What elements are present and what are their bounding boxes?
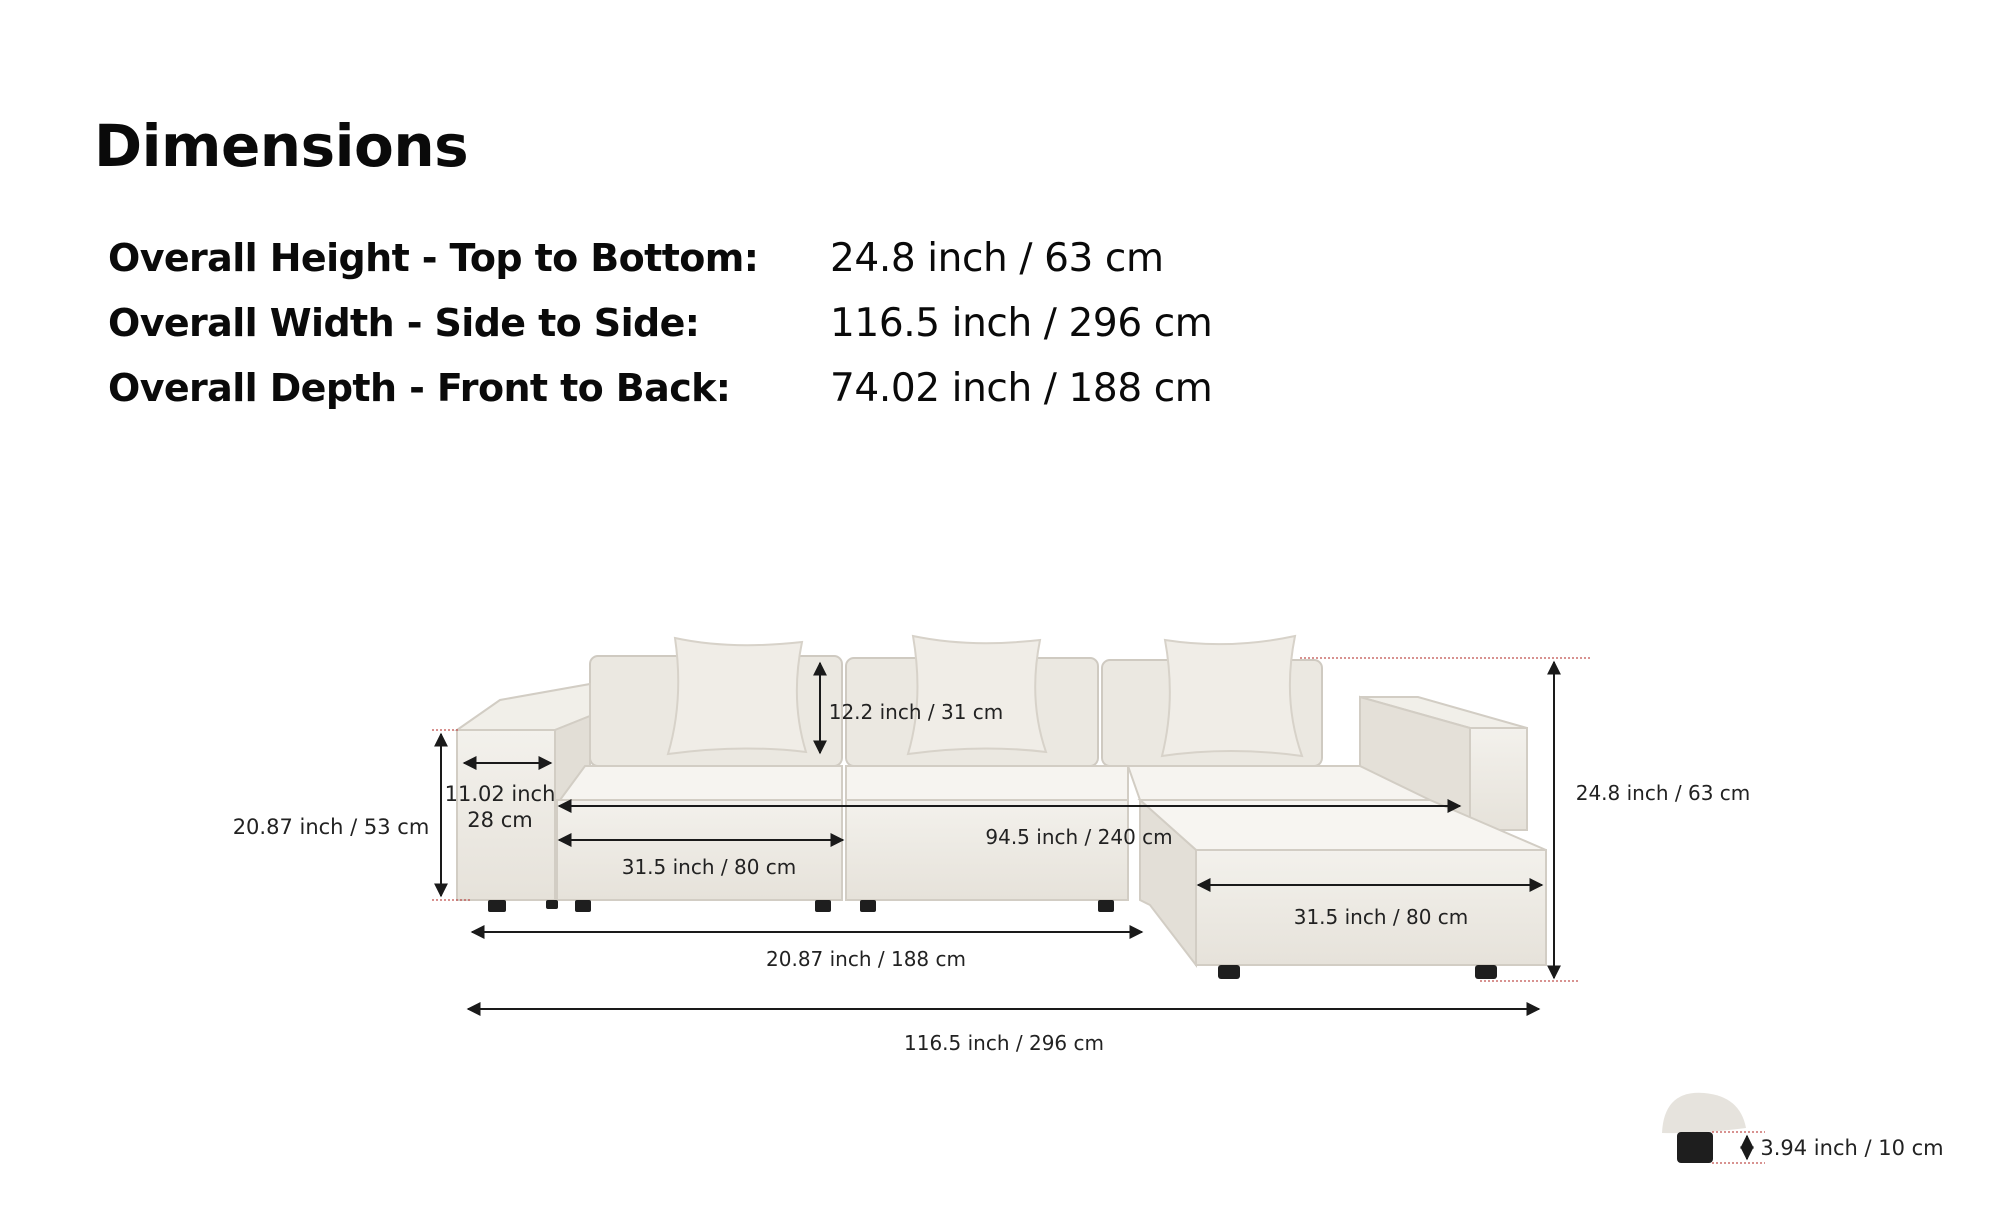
depth-label: 20.87 inch / 188 cm <box>766 947 966 971</box>
throw-pillows <box>668 636 1302 756</box>
page-title: Dimensions <box>94 112 469 180</box>
spec-value: 24.8 inch / 63 cm <box>830 236 1164 281</box>
back-height-label: 12.2 inch / 31 cm <box>828 700 1004 724</box>
arm-height-label: 20.87 inch / 53 cm <box>232 815 430 839</box>
chaise-width-label: 31.5 inch / 80 cm <box>1293 905 1469 929</box>
chaise <box>1140 800 1546 965</box>
spec-value: 116.5 inch / 296 cm <box>830 301 1213 346</box>
spec-value: 74.02 inch / 188 cm <box>830 366 1213 411</box>
arm-width-label-line1: 11.02 inch <box>444 782 556 806</box>
leg-detail-icon <box>1662 1093 1765 1163</box>
leg-height-label: 3.94 inch / 10 cm <box>1760 1136 1944 1160</box>
seat-total-width-label: 94.5 inch / 240 cm <box>985 825 1173 849</box>
spec-label: Overall Width - Side to Side: <box>108 301 700 345</box>
seat-single-width-label: 31.5 inch / 80 cm <box>621 855 797 879</box>
overall-width-label: 116.5 inch / 296 cm <box>904 1031 1104 1055</box>
overall-height-label: 24.8 inch / 63 cm <box>1575 781 1751 805</box>
spec-label: Overall Height - Top to Bottom: <box>108 236 759 280</box>
spec-label: Overall Depth - Front to Back: <box>108 366 731 410</box>
arm-width-label-line2: 28 cm <box>467 808 533 832</box>
